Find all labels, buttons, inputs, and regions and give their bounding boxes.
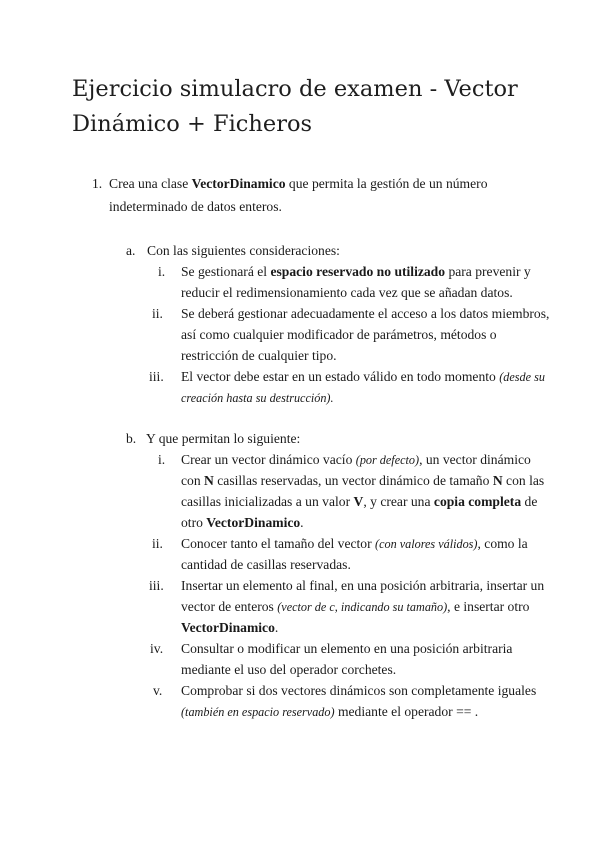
item-b-i-line-4: otro VectorDinamico. bbox=[181, 515, 304, 530]
item-a-ii-line-3: restricción de cualquier tipo. bbox=[181, 348, 337, 363]
item-b-iii-line-3: VectorDinamico. bbox=[181, 620, 279, 635]
title-line-1: Ejercicio simulacro de examen - Vector bbox=[72, 76, 518, 102]
item-a-iii-line-2: creación hasta su destrucción). bbox=[181, 391, 334, 405]
item-b-iii-line-2: vector de enteros (vector de c, indicando su tamaño), e insertar otro bbox=[181, 599, 530, 614]
item-b-iv-line-2: mediante el uso del operador corchetes. bbox=[181, 662, 397, 677]
item-b-ii-line-1: Conocer tanto el tamaño del vector (con valores válidos), como la bbox=[181, 536, 528, 551]
item-a-text: Con las siguientes consideraciones: bbox=[147, 243, 340, 258]
item-b-ii-marker: ii. bbox=[152, 536, 163, 551]
page-title bbox=[72, 72, 542, 142]
item-b-ii-line-2: cantidad de casillas reservadas. bbox=[181, 557, 351, 572]
item-a-marker: a. bbox=[126, 243, 136, 258]
item-a-i-line-2: reducir el redimensionamiento cada vez que se añadan datos. bbox=[181, 285, 513, 300]
item-b-text: Y que permitan lo siguiente: bbox=[146, 431, 301, 446]
item-a-i-marker: i. bbox=[158, 264, 166, 279]
item-b-v-line-2: (también en espacio reservado) mediante el operador == . bbox=[181, 704, 479, 719]
class-name: VectorDinamico bbox=[191, 176, 286, 191]
item-b-iii-marker: iii. bbox=[149, 578, 164, 593]
item-b-i-line-3: casillas inicializadas a un valor V, y crear una copia completa de bbox=[181, 494, 538, 509]
item-a-i-line-1: Se gestionará el espacio reservado no utilizado para prevenir y bbox=[181, 264, 531, 279]
item-a-ii-line-2: así como cualquier modificador de parámetros, métodos o bbox=[181, 327, 497, 342]
item-a-iii-line-1: El vector debe estar en un estado válido en todo momento (desde su bbox=[181, 369, 545, 384]
item-b-i-line-2: con N casillas reservadas, un vector dinámico de tamaño N con las bbox=[181, 473, 545, 488]
item-b-i-marker: i. bbox=[158, 452, 166, 467]
item-a-ii-marker: ii. bbox=[152, 306, 163, 321]
item-b-iv-line-1: Consultar o modificar un elemento en una posición arbitraria bbox=[181, 641, 513, 656]
item-b-v-line-1: Comprobar si dos vectores dinámicos son completamente iguales bbox=[181, 683, 537, 698]
item-1-line-2: indeterminado de datos enteros. bbox=[109, 199, 282, 214]
title-line-2: Dinámico + Ficheros bbox=[72, 111, 313, 137]
item-b-v-marker: v. bbox=[153, 683, 163, 698]
item-b-i-line-1: Crear un vector dinámico vacío (por defecto), un vector dinámico bbox=[181, 452, 531, 467]
item-a-iii-marker: iii. bbox=[149, 369, 164, 384]
item-b-marker: b. bbox=[126, 431, 137, 446]
item-a-ii-line-1: Se deberá gestionar adecuadamente el acceso a los datos miembros, bbox=[181, 306, 550, 321]
item-b-iii-line-1: Insertar un elemento al final, en una posición arbitraria, insertar un bbox=[181, 578, 545, 593]
item-1-line-1: Crea una clase VectorDinamico que permita la gestión de un número bbox=[109, 176, 488, 191]
item-b-iv-marker: iv. bbox=[150, 641, 164, 656]
item-1-marker: 1. bbox=[92, 176, 103, 191]
